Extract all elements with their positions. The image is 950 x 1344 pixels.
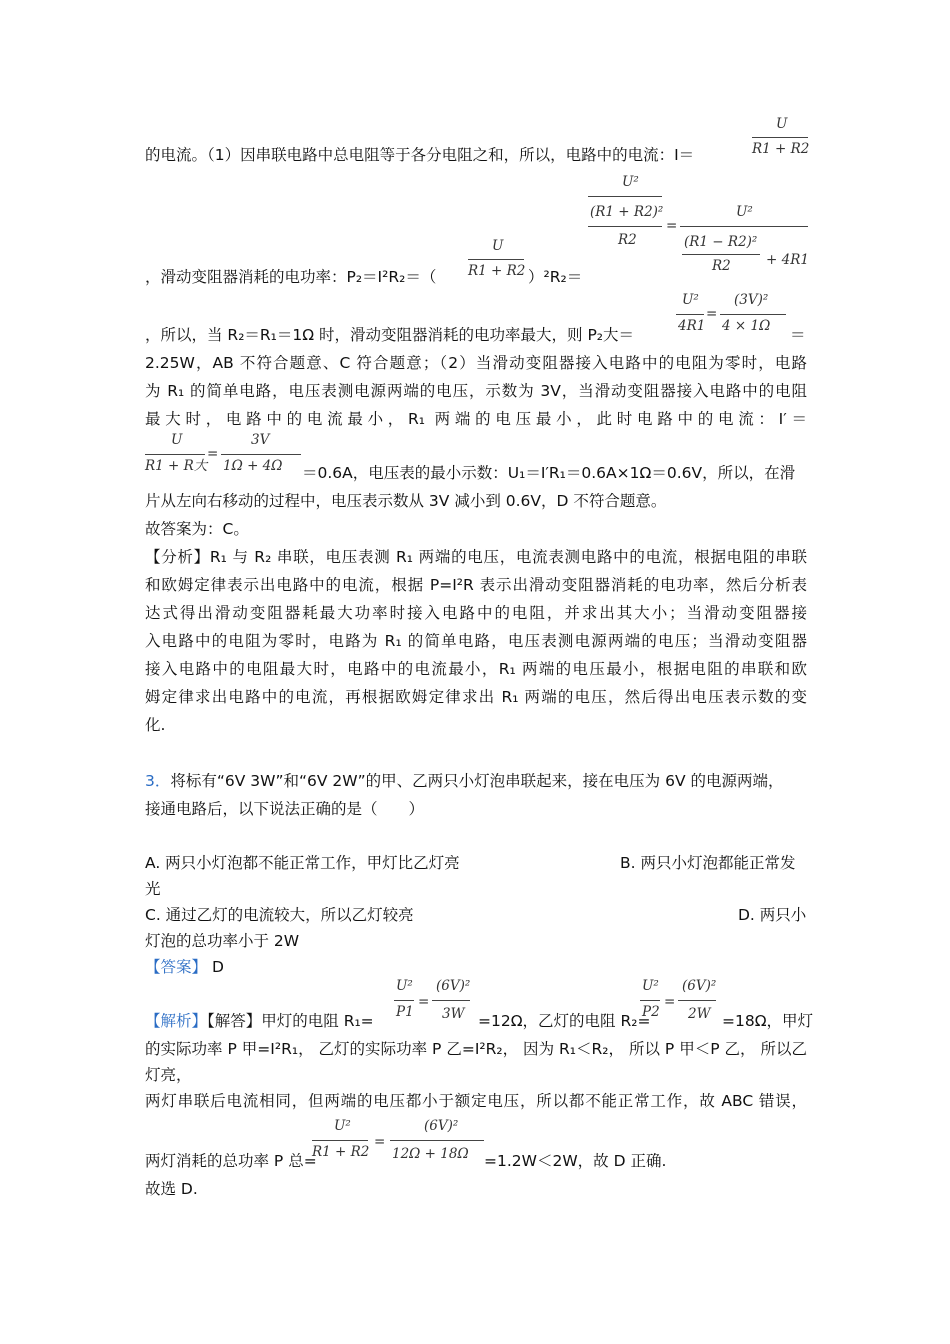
fraction-bar	[394, 1000, 414, 1001]
denominator: 1Ω + 4Ω	[223, 458, 283, 474]
numerator: U²	[736, 204, 753, 220]
question-text: 将标有“6V 3W”和“6V 2W”的甲、乙两只小灯泡串联起来，接在电压为 6V 的电源两端，	[170, 772, 784, 790]
analysis-tag: 【解析】	[145, 1012, 208, 1030]
text-line: 的电流。（1）因串联电路中总电阻等于各分电阻之和，所以，电路中的电流：I＝	[145, 146, 695, 164]
analysis-line: 两灯消耗的总功率 P 总=	[145, 1152, 317, 1170]
numerator: 3V	[251, 432, 270, 448]
question-number: 3．	[145, 772, 171, 790]
analysis-line: 的实际功率 P 甲=I²R₁， 乙灯的实际功率 P 乙=I²R₂， 因为 R₁＜R₂， 所以 P 甲＜P 乙， 所以乙	[145, 1040, 807, 1058]
fraction-power-expression	[588, 172, 808, 272]
text-line: 为 R₁ 的简单电路，电压表测电源两端的电压，示数为 3V，当滑动变阻器接入电路中的电阻	[145, 382, 807, 400]
text-line: ）²R₂＝	[528, 268, 583, 286]
text-line: 【分析】R₁ 与 R₂ 串联，电压表测 R₁ 两端的电压，电流表测电路中的电流，根据电阻的串联	[145, 548, 807, 566]
denominator: R1 + R2	[468, 263, 526, 279]
fraction-bar	[588, 196, 662, 197]
option-c: C. 通过乙灯的电流较大，所以乙灯较亮	[145, 906, 414, 924]
analysis-line: 故选 D.	[145, 1180, 198, 1198]
numerator: U	[776, 116, 788, 132]
fraction-resistance-2	[640, 978, 722, 1026]
fraction-bar	[680, 226, 808, 227]
option-b-cont: 光	[145, 880, 161, 898]
fraction-total-power	[312, 1118, 484, 1166]
equals: =	[664, 994, 676, 1010]
equals: =	[418, 994, 430, 1010]
text-line: 和欧姆定律表示出电路中的电流，根据 P=I²R 表示出滑动变阻器消耗的电功率，然后分析表	[145, 576, 807, 594]
equals: =	[666, 218, 678, 234]
numerator: (3V)²	[734, 292, 769, 308]
denominator: (R1 − R2)²	[684, 234, 758, 250]
fraction-bar	[720, 314, 786, 315]
denominator: (R1 + R2)²	[590, 204, 664, 220]
numerator: U²	[396, 978, 413, 994]
analysis-text: =1.2W＜2W，故 D 正确.	[484, 1152, 667, 1170]
numerator: U²	[682, 292, 699, 308]
fraction-max-power	[676, 292, 786, 338]
analysis-line: 灯亮，	[145, 1066, 192, 1084]
analysis-line	[145, 1010, 374, 1032]
fraction-bar	[432, 1000, 470, 1001]
text-line: ＝0.6A，电压表的最小示数：U₁＝I′R₁＝0.6A×1Ω＝0.6V，所以，在滑	[302, 464, 796, 482]
text-line: ，所以，当 R₂＝R₁＝1Ω 时，滑动变阻器消耗的电功率最大，则 P₂大＝	[145, 326, 635, 344]
question-line	[145, 770, 783, 792]
denominator: 4R1	[678, 318, 706, 334]
answer-value: D	[211, 958, 224, 976]
text-line: 姆定律求出电路中的电流，再根据欧姆定律求出 R₁ 两端的电压，然后得出电压表示数的变	[145, 688, 807, 706]
text-line: 入电路中的电阻为零时，电路为 R₁ 的简单电路，电压表测电源两端的电压；当滑动变阻器	[145, 632, 807, 650]
fraction-bar	[390, 1140, 484, 1141]
text-line: 化.	[145, 716, 166, 734]
option-d: D. 两只小	[738, 906, 807, 924]
equals: =	[374, 1134, 386, 1150]
denominator: P2	[642, 1004, 660, 1020]
answer-line	[145, 956, 224, 978]
denominator: R2	[618, 232, 637, 248]
analysis-text: 【解答】甲灯的电阻 R₁=	[207, 1012, 374, 1030]
fraction-bar	[682, 254, 760, 255]
text-line: 2.25W，AB 不符合题意、C 符合题意；（2）当滑动变阻器接入电路中的电阻为零时，电路	[145, 354, 807, 372]
text-line: 最大时，电路中的电流最小，R₁ 两端的电压最小，此时电路中的电流：I′＝	[145, 410, 807, 428]
denominator: R2	[712, 258, 731, 274]
option-a: A. 两只小灯泡都不能正常工作，甲灯比乙灯亮	[145, 854, 460, 872]
fraction-bar	[588, 226, 662, 227]
fraction-bar	[676, 314, 704, 315]
numerator: U²	[642, 978, 659, 994]
term: + 4R1	[766, 252, 809, 268]
fraction-bar	[221, 454, 301, 455]
text-line: ＝	[790, 326, 806, 344]
fraction-bar	[312, 1140, 368, 1141]
equals: =	[706, 306, 718, 322]
fraction-bar	[640, 1000, 660, 1001]
fraction-resistance-1	[394, 978, 476, 1026]
text-line: 达式得出滑动变阻器耗最大功率时接入电路中的电阻，并求出其大小；当滑动变阻器接	[145, 604, 807, 622]
fraction-bar	[678, 1000, 716, 1001]
analysis-text: =18Ω，甲灯	[722, 1012, 814, 1030]
numerator: (6V)²	[424, 1118, 459, 1134]
fraction-bar	[145, 454, 205, 455]
fraction-current	[468, 238, 524, 282]
numerator: (6V)²	[682, 978, 717, 994]
question-line: 接通电路后，以下说法正确的是（ ）	[145, 800, 425, 818]
fraction-current	[752, 116, 808, 160]
numerator: (6V)²	[436, 978, 471, 994]
numerator: U²	[622, 174, 639, 190]
numerator: U²	[334, 1118, 351, 1134]
fraction-bar	[752, 137, 808, 138]
equals: =	[207, 446, 219, 462]
option-b: B. 两只小灯泡都能正常发	[620, 854, 796, 872]
denominator: 2W	[688, 1006, 711, 1022]
analysis-line: 两灯串联后电流相同，但两端的电压都小于额定电压，所以都不能正常工作，故 ABC 错误，	[145, 1092, 807, 1110]
text-line: 片从左向右移动的过程中，电压表示数从 3V 减小到 0.6V，D 不符合题意。	[145, 492, 667, 510]
fraction-bar	[468, 259, 524, 260]
denominator: R1 + R大	[145, 458, 208, 474]
numerator: U	[171, 432, 183, 448]
denominator: P1	[396, 1004, 414, 1020]
denominator: R1 + R2	[312, 1144, 370, 1160]
denominator: 4 × 1Ω	[722, 318, 771, 334]
text-line: 故答案为：C。	[145, 520, 249, 538]
analysis-text: =12Ω，乙灯的电阻 R₂=	[478, 1012, 651, 1030]
text-line: 接入电路中的电阻最大时，电路中的电流最小，R₁ 两端的电压最小，根据电阻的串联和欧	[145, 660, 807, 678]
option-d-cont: 灯泡的总功率小于 2W	[145, 932, 300, 950]
text-line: ，滑动变阻器消耗的电功率：P₂＝I²R₂＝（	[145, 268, 437, 286]
numerator: U	[492, 238, 504, 254]
denominator: 3W	[442, 1006, 465, 1022]
denominator: 12Ω + 18Ω	[392, 1146, 469, 1162]
denominator: R1 + R2	[752, 141, 810, 157]
answer-tag: 【答案】	[145, 958, 208, 976]
fraction-current-min	[145, 432, 305, 478]
